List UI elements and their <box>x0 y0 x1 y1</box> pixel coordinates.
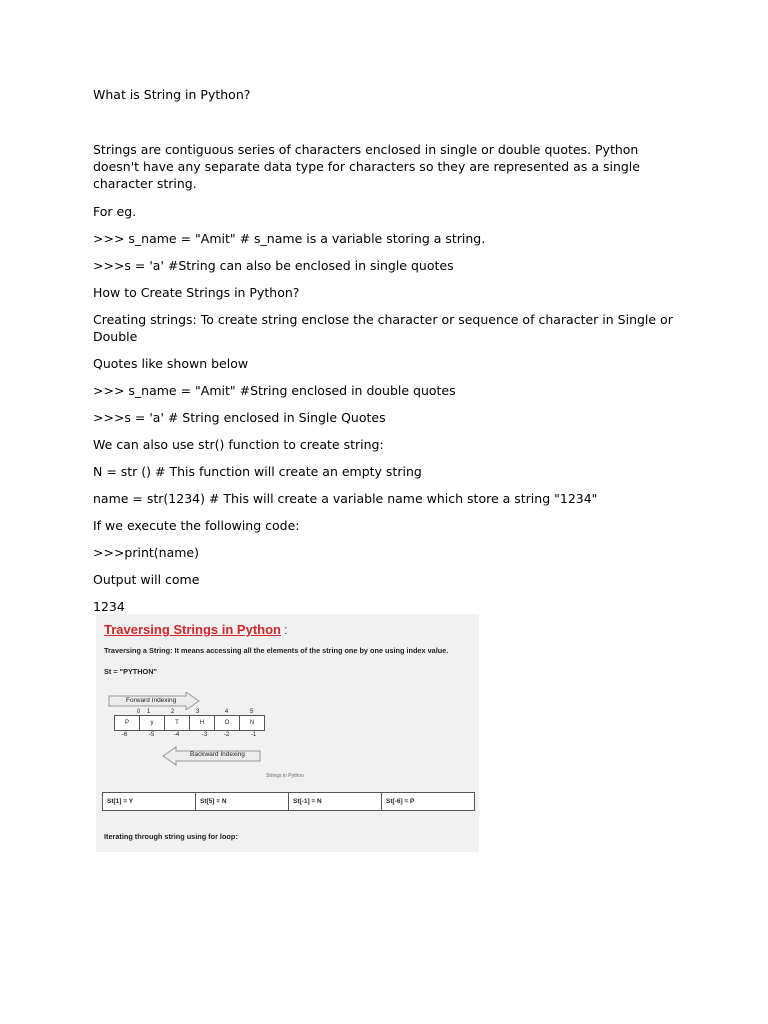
table-cell: St[-6] = P <box>386 798 415 805</box>
code-example-2: >>>s = 'a' #String can also be enclosed in single quotes <box>93 258 454 273</box>
paragraph-intro: Strings are contiguous series of characters enclosed in single or double quotes. Python doesn't have any separate data type for characters so they are represented as a single character string. <box>93 142 640 191</box>
code-example-1: >>> s_name = "Amit" # s_name is a variable storing a string. <box>93 231 486 246</box>
forward-index: 2 <box>170 709 175 715</box>
figure-title-colon: : <box>284 622 288 637</box>
paragraph-str-function: We can also use str() function to create string: <box>93 437 384 452</box>
backward-indexing-label: Backward Indexing <box>190 751 245 758</box>
table-cell: St[5] = N <box>196 793 289 810</box>
string-cell: O <box>215 716 240 730</box>
paragraph-execute-code: If we execute the following code: <box>93 518 300 533</box>
figure-st-line: St = "PYTHON" <box>104 667 157 676</box>
code-example-4: >>>s = 'a' # String enclosed in Single Quotes <box>93 410 386 425</box>
backward-index: -4 <box>173 732 180 738</box>
backward-index: -5 <box>148 732 155 738</box>
paragraph-output: Output will come <box>93 572 200 587</box>
heading-how-to-create: How to Create Strings in Python? <box>93 285 300 300</box>
code-example-5: N = str () # This function will create an empty string <box>93 464 422 479</box>
figure-description: Traversing a String: It means accessing all the elements of the string one by one using index value. <box>104 646 449 655</box>
paragraph-for-eg: For eg. <box>93 204 137 219</box>
string-cell: N <box>249 720 255 726</box>
forward-index: 4 <box>224 709 229 715</box>
table-cell: St[1] = Y <box>103 793 196 810</box>
heading-what-is-string: What is String in Python? <box>93 87 251 102</box>
string-cell: y <box>140 716 165 730</box>
figure-caption: Strings in Python <box>266 773 304 779</box>
figure-title: Traversing Strings in Python <box>104 622 281 637</box>
figure-footer: Iterating through string using for loop: <box>104 832 238 841</box>
string-cell: P <box>115 716 140 730</box>
document-body <box>93 86 683 615</box>
code-example-print: >>>print(name) <box>93 545 199 560</box>
forward-index: 1 <box>146 709 151 715</box>
string-cell: H <box>190 716 215 730</box>
table-cell: St[-1] = N <box>289 793 382 810</box>
backward-index: -6 <box>121 732 128 738</box>
forward-index: 3 <box>195 709 200 715</box>
code-example-3: >>> s_name = "Amit" #String enclosed in double quotes <box>93 383 456 398</box>
backward-index: -3 <box>201 732 208 738</box>
forward-index: 0 <box>136 709 141 715</box>
index-example-table <box>102 792 475 811</box>
output-value: 1234 <box>93 599 125 614</box>
string-cells <box>114 715 265 731</box>
backward-index: -1 <box>250 732 257 738</box>
backward-index: -2 <box>223 732 230 738</box>
paragraph-creating-strings: Creating strings: To create string enclose the character or sequence of character in Single or Double <box>93 312 673 344</box>
forward-indexing-label: Forward Indexing <box>126 697 177 704</box>
traversing-strings-figure <box>96 614 479 852</box>
string-cell: T <box>165 716 190 730</box>
code-example-6: name = str(1234) # This will create a variable name which store a string "1234" <box>93 491 598 506</box>
paragraph-quotes-shown: Quotes like shown below <box>93 356 249 371</box>
forward-index: 5 <box>249 709 254 715</box>
